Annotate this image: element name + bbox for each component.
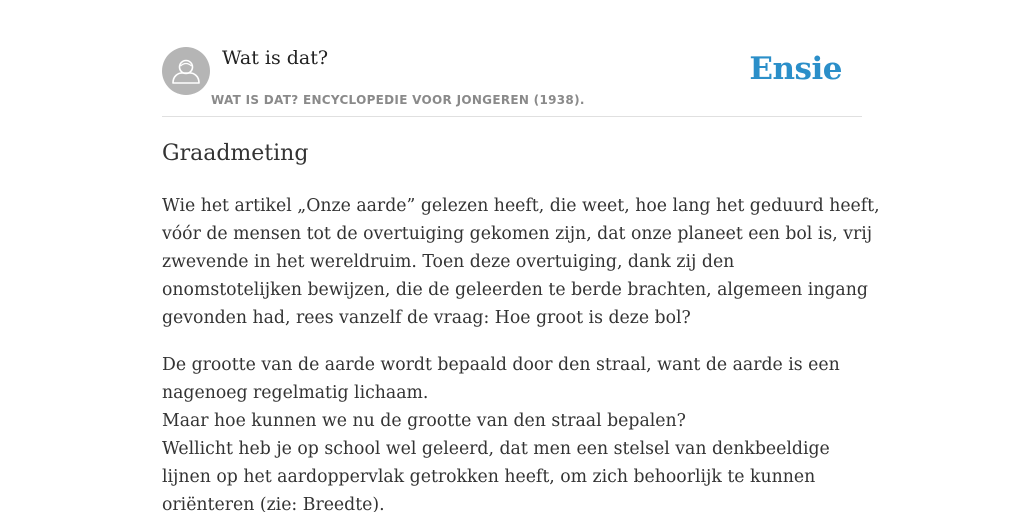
paragraph-1 [162, 192, 880, 332]
source-subtitle[interactable]: WAT IS DAT? ENCYCLOPEDIE VOOR JONGEREN (1938). [211, 93, 585, 107]
text-line: oriënteren (zie: Breedte). [162, 495, 385, 512]
text-line: nagenoeg regelmatig lichaam. [162, 383, 429, 403]
source-avatar[interactable] [162, 47, 210, 95]
source-title[interactable]: Wat is dat? [222, 47, 329, 69]
text-line: Wie het artikel „Onze aarde” gelezen heeft, die weet, hoe lang het geduurd heeft, [162, 196, 880, 216]
text-line: vóór de mensen tot de overtuiging gekomen zijn, dat onze planeet een bol is, vrij [162, 224, 873, 244]
text-line: Maar hoe kunnen we nu de grootte van den straal bepalen? [162, 411, 686, 431]
source-header [162, 46, 862, 117]
text-line: De grootte van de aarde wordt bepaald door den straal, want de aarde is een [162, 355, 840, 375]
text-line: zwevende in het wereldruim. Toen deze overtuiging, dank zij den [162, 252, 735, 272]
article-title: Graadmeting [162, 141, 309, 166]
text-line: lijnen op het aardoppervlak getrokken heeft, om zich behoorlijk te kunnen [162, 467, 816, 487]
text-line: gevonden had, rees vanzelf de vraag: Hoe groot is deze bol? [162, 308, 691, 328]
user-icon [162, 47, 210, 95]
text-line: onomstotelijken bewijzen, die de geleerden te berde brachten, algemeen ingang [162, 280, 868, 300]
article-body [162, 192, 880, 512]
paragraph-2 [162, 351, 862, 512]
text-line: Wellicht heb je op school wel geleerd, dat men een stelsel van denkbeeldige [162, 439, 830, 459]
ensie-logo[interactable]: Ensie [749, 51, 842, 87]
